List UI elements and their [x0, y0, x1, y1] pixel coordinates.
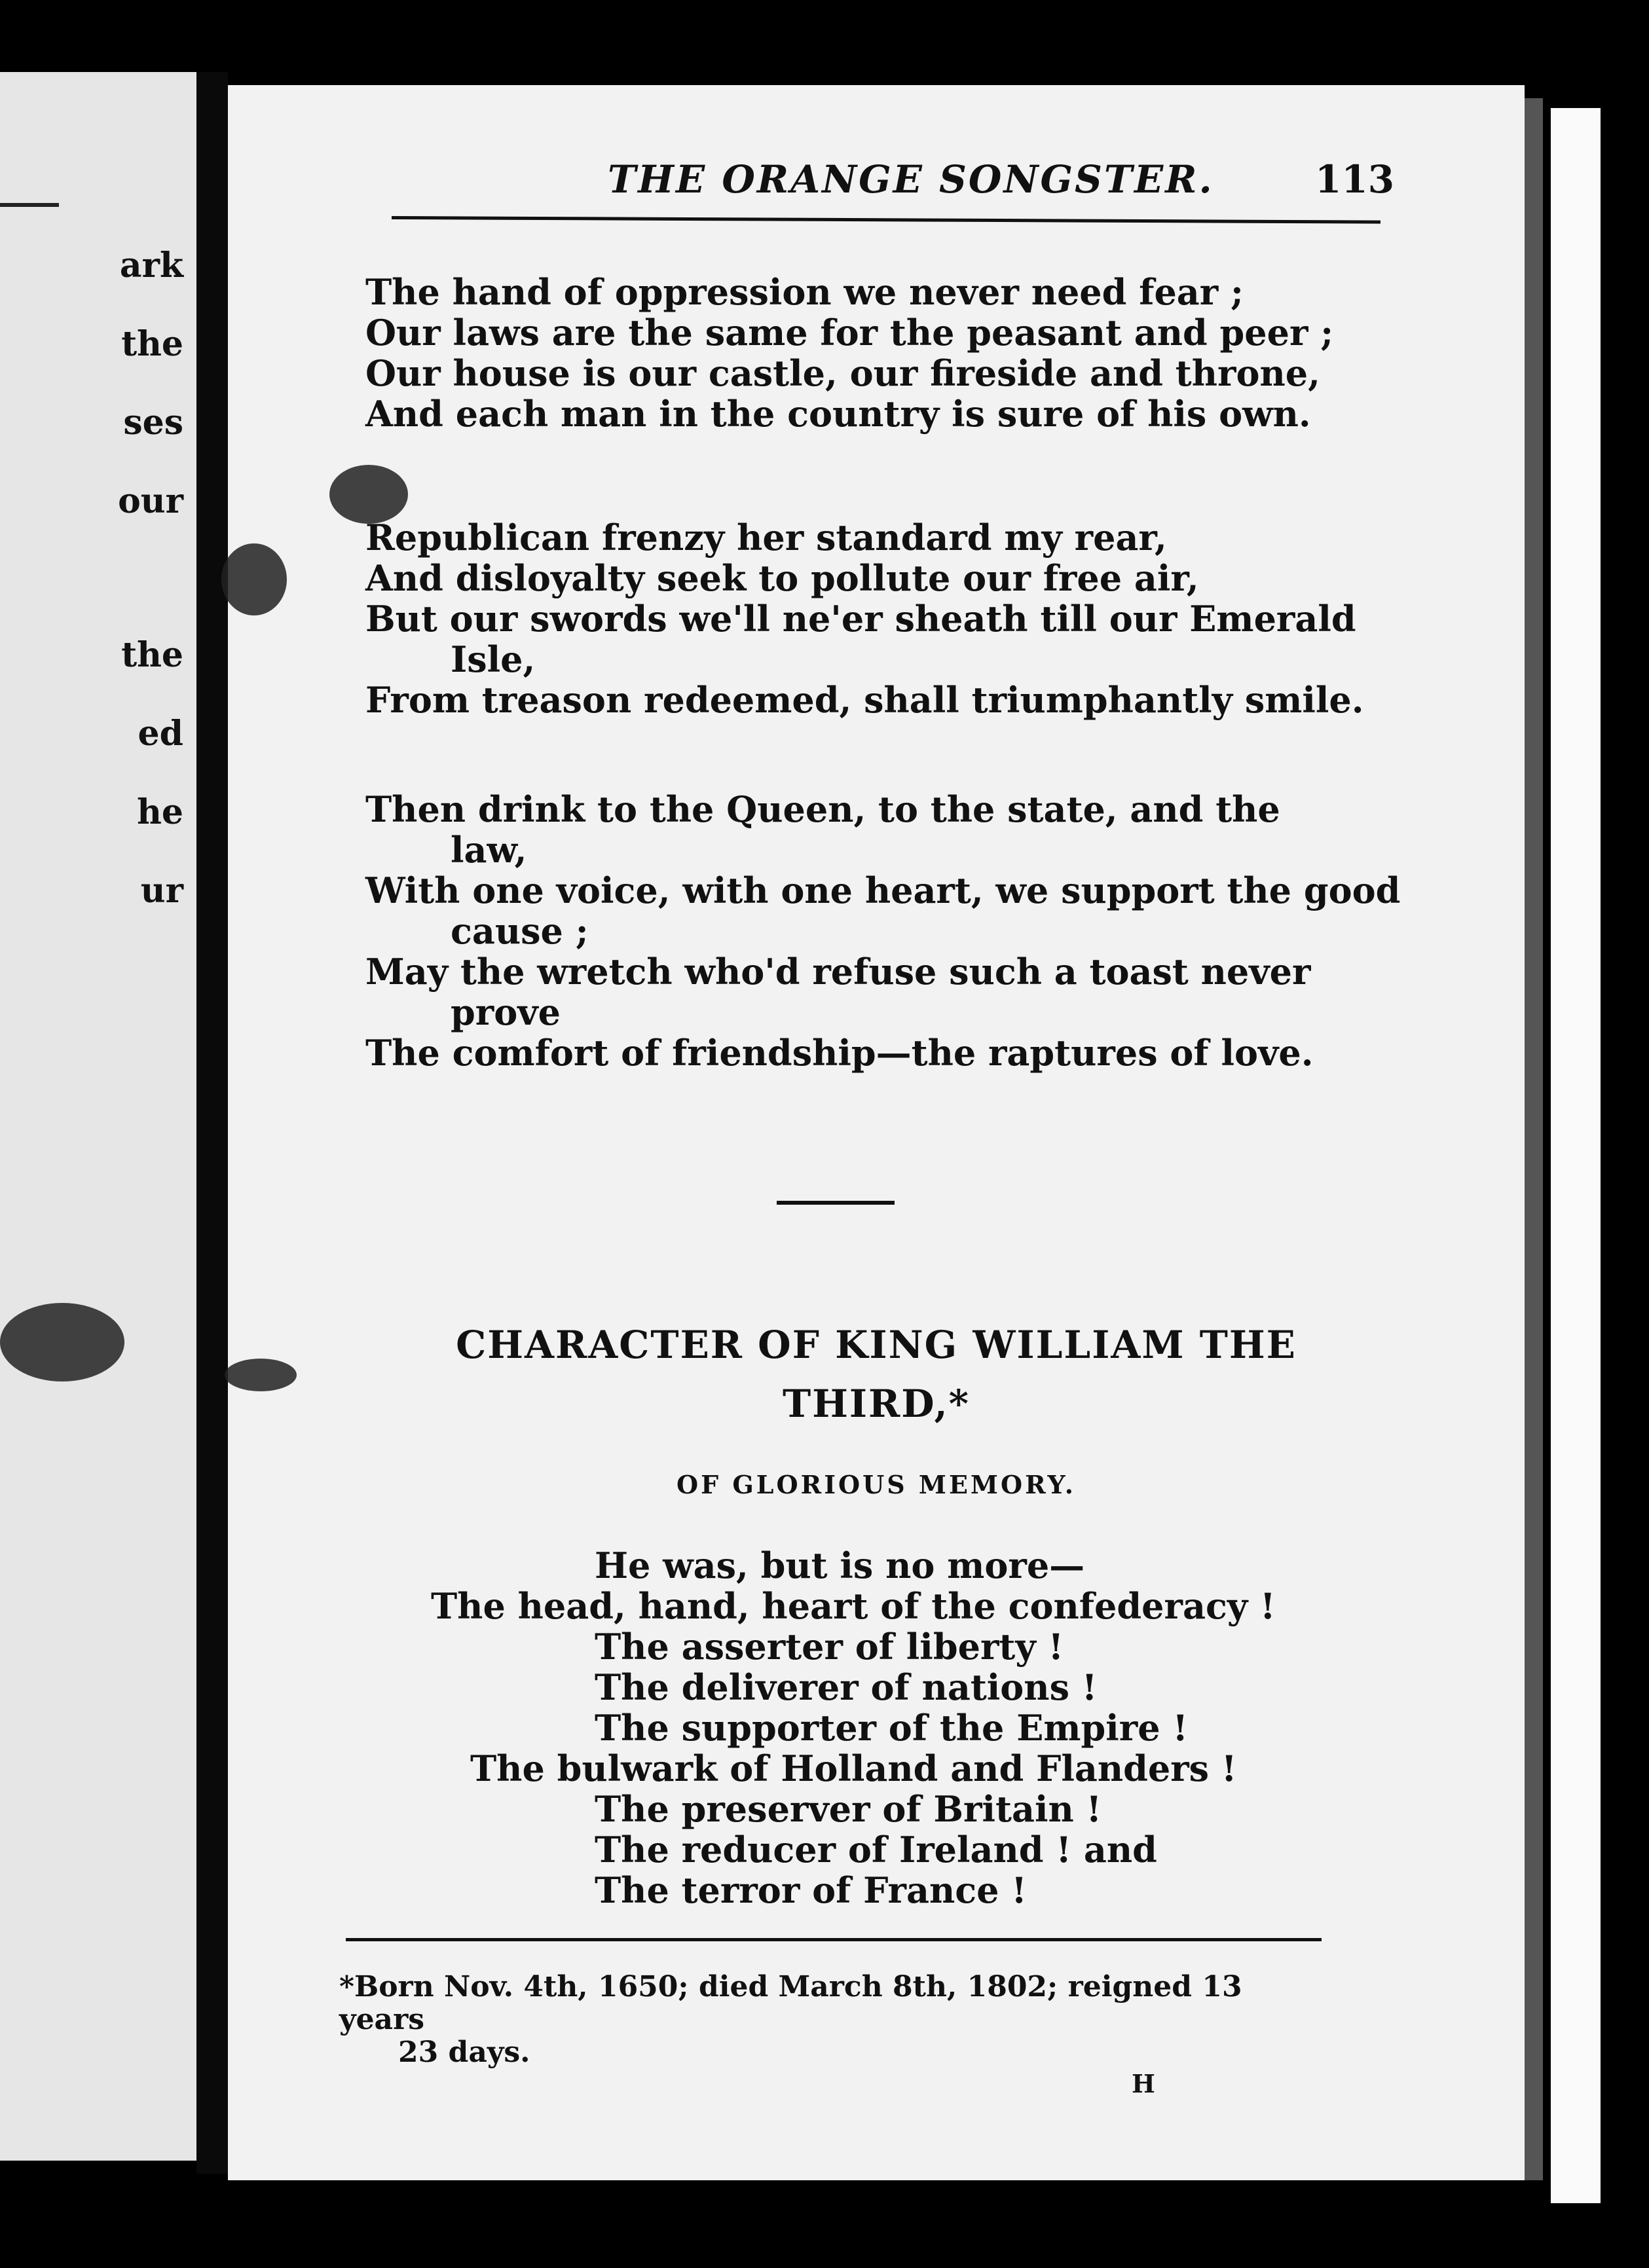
facing-page-fragment: ed	[138, 714, 183, 754]
ink-blot	[221, 543, 287, 615]
verse-line: But our swords we'll ne'er sheath till our Emerald	[365, 598, 1356, 640]
poem-line: The reducer of Ireland ! and	[595, 1829, 1157, 1871]
page-edge	[1551, 108, 1601, 2203]
signature-mark: H	[1132, 2069, 1155, 2098]
verse-line: cause ;	[451, 910, 589, 952]
verse-line: From treason redeemed, shall triumphantly smile.	[365, 679, 1364, 721]
verse-line: With one voice, with one heart, we support the good	[365, 869, 1401, 911]
verse-line: law,	[451, 829, 527, 871]
tribute-poem	[228, 1545, 1525, 1911]
facing-page-fragment: our	[118, 481, 183, 521]
verse-line: May the wretch who'd refuse such a toast never	[365, 951, 1311, 993]
verse-line: The hand of oppression we never need fear ;	[365, 271, 1244, 313]
verse-line: Our house is our castle, our fireside and throne,	[365, 352, 1320, 394]
poem-line: The preserver of Britain !	[595, 1788, 1102, 1830]
poem-line: The deliverer of nations !	[595, 1666, 1098, 1708]
book-gutter	[196, 72, 228, 2174]
footnote-line: *Born Nov. 4th, 1650; died March 8th, 1802; reigned 13 years	[339, 1970, 1242, 2036]
header-rule	[392, 216, 1380, 224]
poem-line: The bulwark of Holland and Flanders !	[470, 1747, 1237, 1789]
verse-line: The comfort of friendship—the raptures of love.	[365, 1032, 1314, 1074]
facing-page-fragment: ark	[119, 246, 183, 285]
verse-line: prove	[451, 991, 561, 1033]
facing-page-fragment: ses	[123, 403, 183, 443]
verse-line: Then drink to the Queen, to the state, and the	[365, 788, 1280, 830]
stanza	[365, 272, 1348, 434]
facing-page	[0, 72, 196, 2161]
verse-line: And each man in the country is sure of his own.	[365, 393, 1311, 435]
section-title-continued: THIRD,*	[782, 1381, 971, 1426]
facing-page-fragment: the	[121, 635, 183, 675]
running-header: THE ORANGE SONGSTER.	[608, 157, 1214, 202]
section-subtitle: OF GLORIOUS MEMORY.	[676, 1470, 1076, 1499]
facing-page-rule	[0, 203, 59, 207]
verse-line: Our laws are the same for the peasant and peer ;	[365, 312, 1334, 354]
facing-page-fragment: ur	[140, 871, 183, 911]
facing-page-fragment: he	[137, 792, 183, 832]
stanza	[365, 517, 1364, 721]
ink-blot	[0, 1303, 124, 1381]
footnote-rule	[346, 1938, 1322, 1941]
verse-line: Isle,	[451, 638, 536, 680]
poem-line: The asserter of liberty !	[595, 1626, 1064, 1668]
verse-line: Republican frenzy her standard my rear,	[365, 517, 1167, 558]
page-number: 113	[1315, 157, 1395, 202]
section-divider	[777, 1201, 895, 1205]
verse-line: And disloyalty seek to pollute our free air,	[365, 557, 1199, 599]
ink-blot	[329, 465, 408, 524]
poem-line: The supporter of the Empire !	[595, 1707, 1189, 1749]
page-edge	[1525, 98, 1543, 2180]
facing-page-fragment: the	[121, 324, 183, 364]
footnote-line: 23 days.	[398, 2036, 530, 2069]
poem-line: He was, but is no more—	[595, 1545, 1085, 1586]
book-page	[228, 85, 1525, 2180]
section-title: CHARACTER OF KING WILLIAM THE	[456, 1323, 1297, 1367]
poem-line: The head, hand, heart of the confederacy !	[431, 1585, 1276, 1627]
stanza	[365, 788, 1401, 1074]
poem-line: The terror of France !	[595, 1869, 1027, 1911]
footnote	[339, 1971, 1335, 2069]
